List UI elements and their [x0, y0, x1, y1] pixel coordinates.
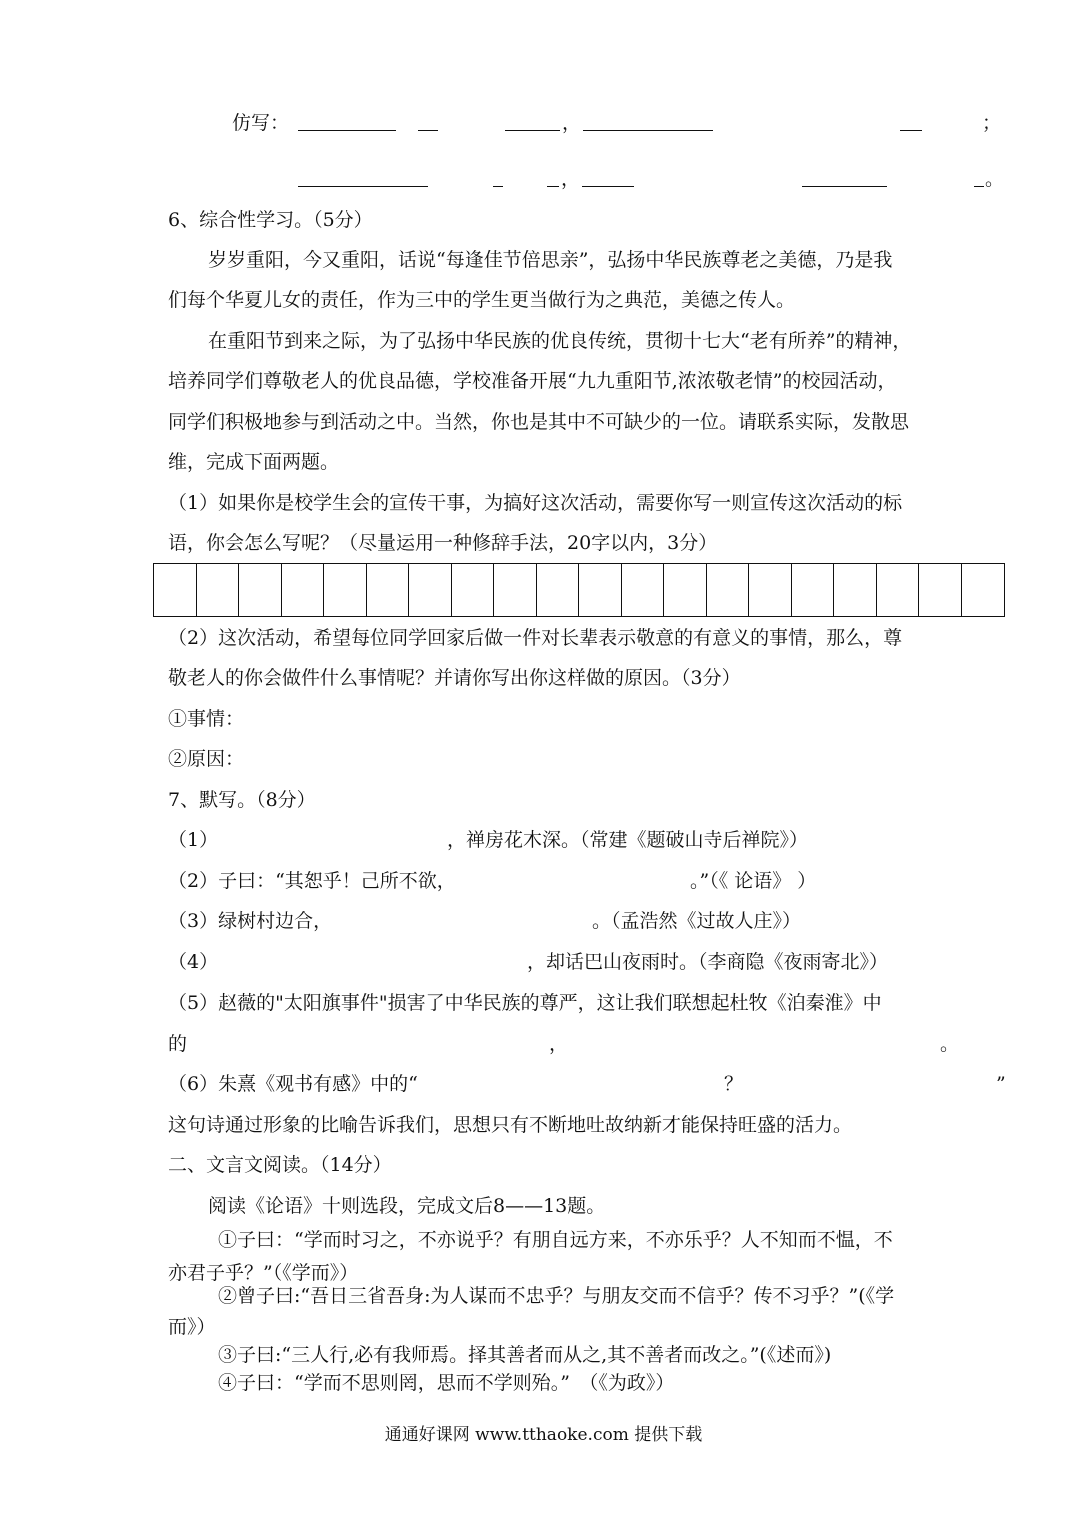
analects-p2-line1: ②曾子曰:“吾日三省吾身:为人谋而不忠乎？与朋友交而不信乎？传不习乎？”(《学: [218, 1285, 895, 1307]
grid-cell[interactable]: [367, 564, 410, 616]
q7-line6-start: （6）朱熹《观书有感》中的“: [168, 1073, 418, 1095]
grid-cell[interactable]: [324, 564, 367, 616]
q6-item-matter: ①事情：: [168, 708, 245, 730]
grid-cell[interactable]: [579, 564, 622, 616]
answer-blank[interactable]: [583, 130, 713, 131]
q7-line6-explanation: 这句诗通过形象的比喻告诉我们，思想只有不断地吐故纳新才能保持旺盛的活力。: [168, 1114, 853, 1136]
analects-p4: ④子曰：“学而不思则罔，思而不学则殆。” （《为政》）: [218, 1372, 675, 1394]
imitation-label: 仿写：: [232, 112, 290, 134]
analects-p3: ③子曰:“三人行,必有我师焉。择其善者而从之,其不善者而改之。”(《述而》): [218, 1344, 832, 1366]
answer-blank[interactable]: [298, 186, 428, 187]
grid-cell[interactable]: [877, 564, 920, 616]
q6-sub2-line1: （2）这次活动，希望每位同学回家后做一件对长辈表示敬意的有意义的事情，那么，尊: [168, 627, 903, 649]
q6-sub1-line2: 语，你会怎么写呢？（尽量运用一种修辞手法，20字以内，3分）: [168, 532, 718, 554]
q7-line3-start: （3）绿树村边合，: [168, 910, 333, 932]
q7-line5-period: 。: [940, 1033, 960, 1055]
q7-title: 7、默写。（8分）: [168, 789, 316, 811]
answer-blank[interactable]: [493, 186, 503, 187]
q6-para2-line2: 培养同学们尊敬老人的优良品德，学校准备开展“九九重阳节,浓浓敬老情”的校园活动，: [168, 370, 897, 392]
grid-cell[interactable]: [749, 564, 792, 616]
grid-cell[interactable]: [919, 564, 962, 616]
punctuation: ，: [562, 112, 582, 134]
q6-para2-line3: 同学们积极地参与到活动之中。当然，你也是其中不可缺少的一位。请联系实际，发散思: [168, 411, 910, 433]
grid-cell[interactable]: [282, 564, 325, 616]
section2-title: 二、文言文阅读。（14分）: [168, 1154, 392, 1176]
page-footer: 通通好课网 www.tthaoke.com 提供下载: [384, 1425, 703, 1445]
punctuation: ，: [561, 168, 581, 190]
q7-line4-start: （4）: [168, 951, 219, 973]
grid-cell[interactable]: [154, 564, 197, 616]
q7-line4-end: ，却话巴山夜雨时。（李商隐《夜雨寄北》）: [527, 951, 889, 973]
grid-cell[interactable]: [537, 564, 580, 616]
q7-line5-comma: ，: [549, 1033, 569, 1055]
section2-intro: 阅读《论语》十则选段，完成文后8——13题。: [208, 1195, 606, 1217]
grid-cell[interactable]: [452, 564, 495, 616]
q6-item-reason: ②原因：: [168, 748, 245, 770]
analects-p1-line1: ①子曰：“学而时习之，不亦说乎？有朋自远方来，不亦乐乎？人不知而不愠，不: [218, 1229, 893, 1251]
grid-cell[interactable]: [494, 564, 537, 616]
q7-line5: （5）赵薇的"太阳旗事件"损害了中华民族的尊严，这让我们联想起杜牧《泊秦淮》中: [168, 992, 882, 1014]
q7-line1-start: （1）: [168, 829, 219, 851]
q6-para1-line1: 岁岁重阳，今又重阳，话说“每逢佳节倍思亲”，弘扬中华民族尊老之美德，乃是我: [208, 249, 893, 271]
q7-line6-question: ？: [724, 1073, 744, 1095]
q6-sub1-line1: （1）如果你是校学生会的宣传干事，为搞好这次活动，需要你写一则宣传这次活动的标: [168, 492, 903, 514]
grid-cell[interactable]: [622, 564, 665, 616]
answer-blank[interactable]: [298, 130, 396, 131]
q6-para2-line4: 维，完成下面两题。: [168, 451, 340, 473]
answer-blank[interactable]: [974, 186, 984, 187]
q6-sub2-line2: 敬老人的你会做件什么事情呢？并请你写出你这样做的原因。（3分）: [168, 667, 741, 689]
grid-cell[interactable]: [664, 564, 707, 616]
q7-line1-end: ，禅房花木深。（常建《题破山寺后禅院》）: [447, 829, 809, 851]
answer-blank[interactable]: [900, 130, 922, 131]
punctuation: 。: [985, 168, 1005, 190]
grid-cell[interactable]: [197, 564, 240, 616]
q6-para2-line1: 在重阳节到来之际，为了弘扬中华民族的优良传统，贯彻十七大“老有所养”的精神，: [208, 330, 912, 352]
answer-blank[interactable]: [582, 186, 634, 187]
answer-blank[interactable]: [802, 186, 887, 187]
grid-cell[interactable]: [834, 564, 877, 616]
analects-p1-line2: 亦君子乎？”（《学而》）: [168, 1262, 359, 1284]
q7-line6-quote: ”: [996, 1073, 1006, 1095]
grid-cell[interactable]: [962, 564, 1005, 616]
grid-cell[interactable]: [707, 564, 750, 616]
answer-blank[interactable]: [418, 130, 438, 131]
punctuation: ；: [982, 112, 1002, 134]
analects-p2-line2: 而》）: [168, 1316, 216, 1338]
q6-para1-line2: 们每个华夏儿女的责任，作为三中的学生更当做行为之典范，美德之传人。: [168, 289, 796, 311]
q7-line2-end: 。”（《 论语》 ）: [690, 870, 817, 892]
slogan-answer-grid[interactable]: [153, 563, 1005, 617]
answer-blank[interactable]: [547, 186, 559, 187]
q6-title: 6、综合性学习。（5分）: [168, 209, 373, 231]
q7-line5-de: 的: [168, 1033, 188, 1055]
grid-cell[interactable]: [792, 564, 835, 616]
grid-cell[interactable]: [409, 564, 452, 616]
grid-cell[interactable]: [239, 564, 282, 616]
answer-blank[interactable]: [505, 130, 560, 131]
q7-line2-start: （2）子曰：“其恕乎！己所不欲，: [168, 870, 456, 892]
q7-line3-end: 。（孟浩然《过故人庄》）: [592, 910, 802, 932]
